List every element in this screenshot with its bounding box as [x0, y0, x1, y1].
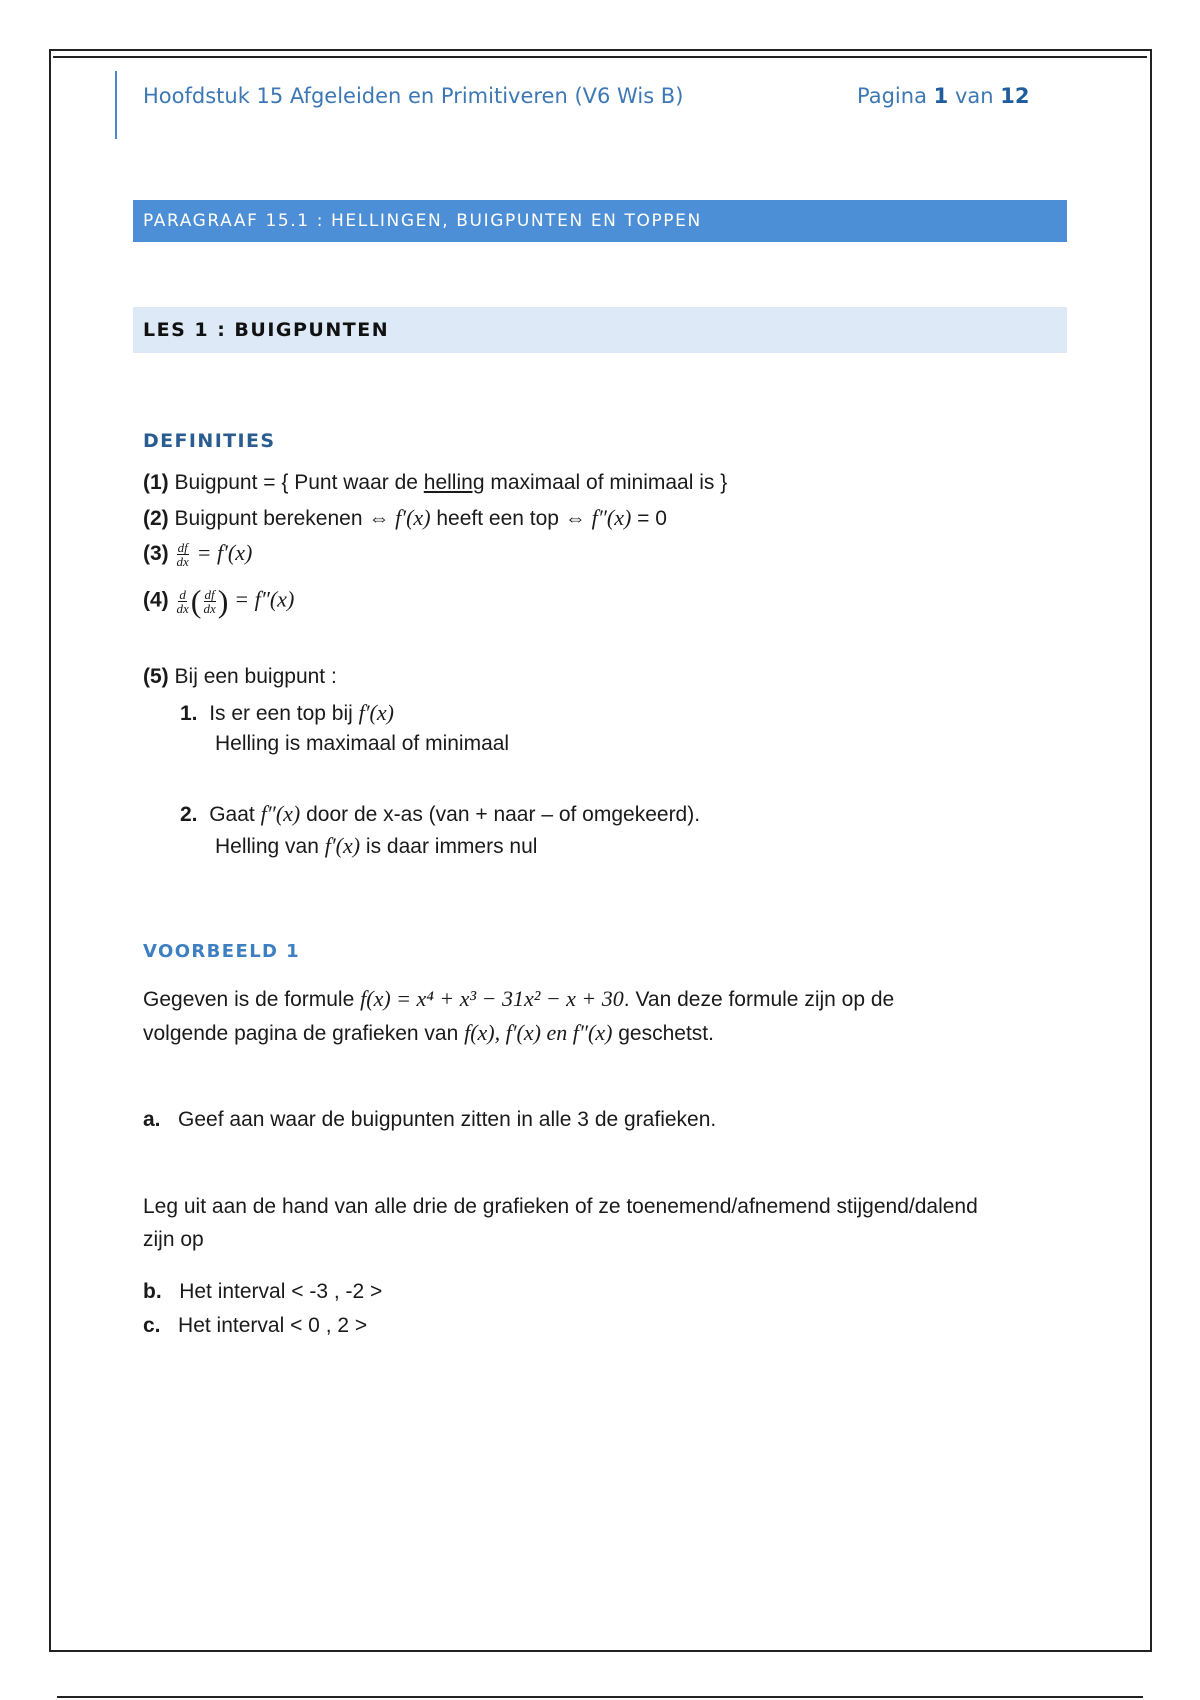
- example-paragraph-line: Gegeven is de formule f(x) = x⁴ + x³ − 31x² − x + 30. Van deze formule zijn op de: [143, 986, 895, 1011]
- question-c: [143, 1314, 367, 1338]
- paragraph-title: PARAGRAAF 15.1 : HELLINGEN, BUIGPUNTEN EN TOPPEN: [143, 211, 702, 231]
- def-number: (2): [143, 507, 169, 530]
- def-text: Buigpunt = { Punt waar de: [174, 471, 424, 494]
- math-expression: f″(x): [260, 801, 301, 826]
- def-text: = 0: [631, 507, 667, 530]
- page-bottom-rule: [57, 1696, 1143, 1698]
- question-text: Geef aan waar de buigpunten zitten in alle 3 de grafieken.: [178, 1108, 717, 1131]
- paragraph-banner: [133, 200, 1067, 242]
- list-text: door de x-as (van + naar – of omgekeerd).: [300, 803, 701, 826]
- page-total: 12: [1000, 84, 1030, 108]
- fraction: $\frac{df}{dx}$: [203, 586, 216, 616]
- definities-heading: DEFINITIES: [143, 430, 276, 452]
- question-text: Het interval < 0 , 2 >: [178, 1314, 368, 1337]
- definition-5: [143, 665, 337, 689]
- math-expression: = f′(x): [196, 540, 253, 565]
- definition-2: [143, 505, 667, 531]
- def-number: (5): [143, 665, 169, 688]
- math-expression: f′(x): [395, 505, 431, 530]
- list-item: [180, 801, 700, 827]
- list-text: Is er een top bij: [209, 702, 359, 725]
- def-text: Bij een buigpunt :: [174, 665, 337, 688]
- page-mid: van: [954, 84, 994, 108]
- definition-3: [143, 540, 252, 568]
- question-text: Het interval < -3 , -2 >: [179, 1280, 383, 1303]
- def-underlined-term: helling: [423, 471, 485, 494]
- def-text: Buigpunt berekenen ⇔: [174, 507, 396, 530]
- instruction-line: zijn op: [143, 1228, 204, 1251]
- math-expression: f(x), f′(x) en f″(x): [464, 1020, 613, 1045]
- list-item: [180, 700, 394, 726]
- list-number: 2.: [180, 803, 198, 826]
- list-number: 1.: [180, 702, 198, 725]
- list-text: Gaat: [209, 803, 261, 826]
- question-a: [143, 1108, 716, 1132]
- header-accent-bar: [115, 71, 117, 139]
- def-number: (4): [143, 588, 169, 612]
- def-number: (1): [143, 471, 169, 494]
- fraction: $\frac{d}{dx}$: [176, 586, 189, 616]
- page-top-rule: [53, 56, 1147, 58]
- lesson-title: LES 1 : BUIGPUNTEN: [143, 319, 390, 341]
- question-label: c.: [143, 1314, 161, 1337]
- instruction-line: Leg uit aan de hand van alle drie de grafieken of ze toenemend/afnemend stijgend/dalend: [143, 1195, 978, 1218]
- math-expression: f′(x): [358, 700, 394, 725]
- def-text: maximaal of minimaal is }: [484, 471, 728, 494]
- lesson-banner: [133, 307, 1067, 353]
- def-number: (3): [143, 542, 169, 565]
- page-current: 1: [933, 84, 949, 108]
- example-paragraph-line: volgende pagina de grafieken van f(x), f′(x) en f″(x) geschetst.: [143, 1020, 714, 1045]
- page-indicator: [857, 84, 1029, 108]
- list-item-continuation: Helling is maximaal of minimaal: [215, 732, 510, 755]
- fraction: $\frac{df}{dx}$: [176, 539, 189, 569]
- question-label: b.: [143, 1280, 162, 1303]
- math-expression: f(x) = x⁴ + x³ − 31x² − x + 30: [360, 986, 624, 1011]
- page-prefix: Pagina: [857, 84, 927, 108]
- question-label: a.: [143, 1108, 161, 1131]
- voorbeeld-heading: VOORBEELD 1: [143, 941, 300, 962]
- math-expression: f′(x): [324, 833, 361, 858]
- definition-4: (4) $\frac{d}{dx}$ ( $\frac{df}{dx}$ ) = f″(x): [143, 583, 295, 619]
- header-title: Hoofdstuk 15 Afgeleiden en Primitiveren (V6 Wis B): [143, 84, 684, 108]
- math-expression: = f″(x): [234, 586, 295, 612]
- math-expression: f″(x): [591, 505, 632, 530]
- question-b: [143, 1280, 382, 1304]
- definition-1: [143, 471, 727, 495]
- def-text: heeft een top ⇔: [430, 507, 592, 530]
- list-item-continuation: Helling van f′(x) is daar immers nul: [215, 833, 538, 858]
